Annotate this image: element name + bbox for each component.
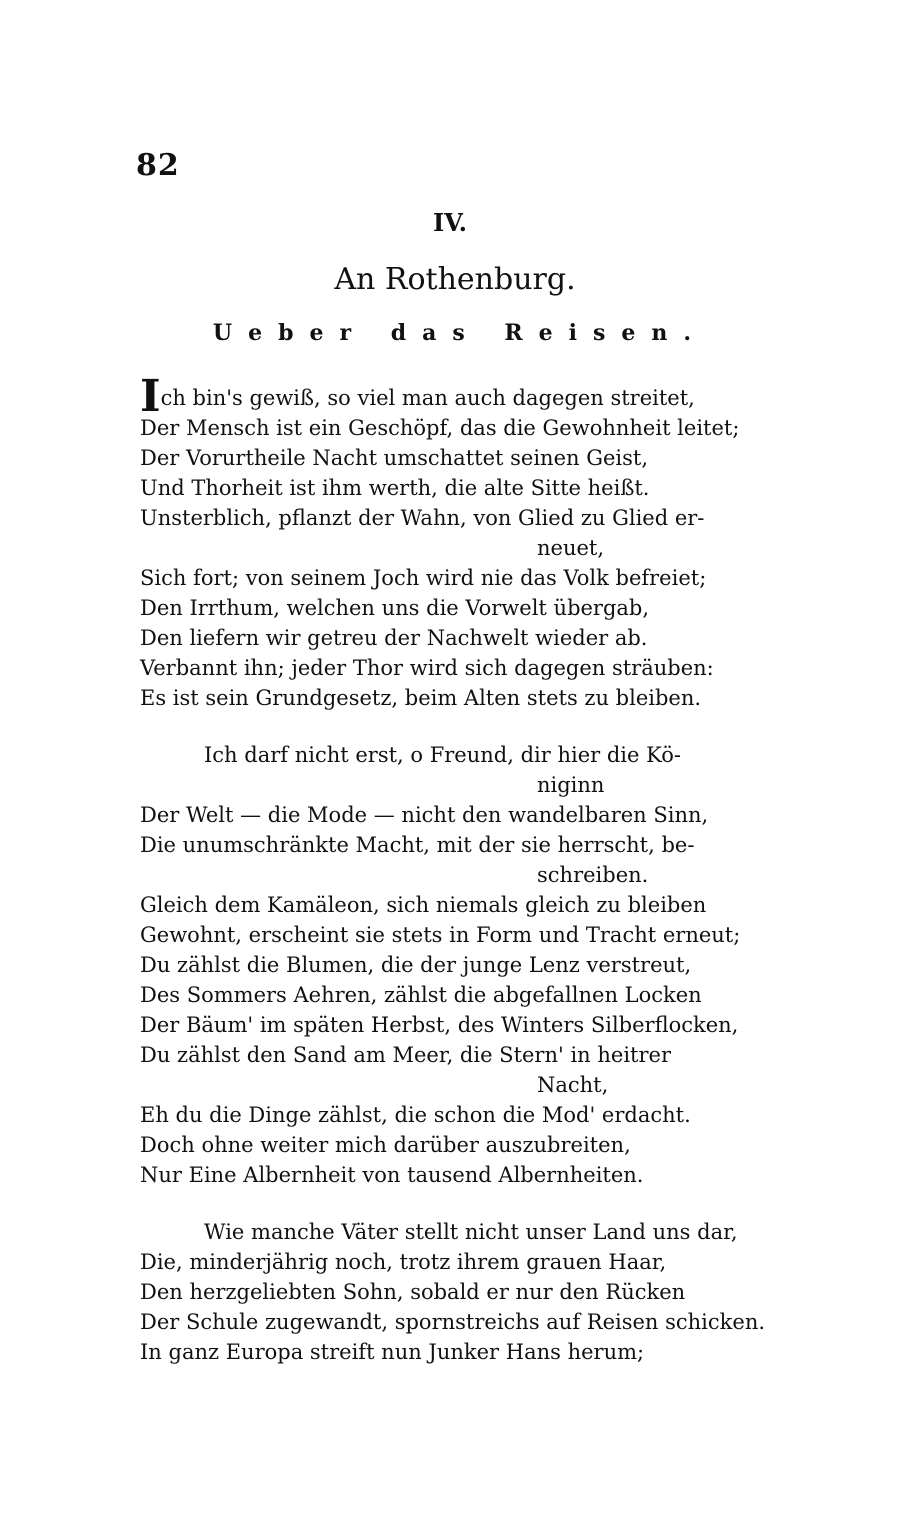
poem-subtitle: Ueber das Reisen. [212, 320, 708, 346]
stanza-gap [140, 1190, 800, 1217]
poem-line-continuation: neuet, [537, 536, 605, 560]
poem-line: Gewohnt, erscheint sie stets in Form und Tracht erneut; [140, 923, 741, 947]
poem-line: Eh du die Dinge zählst, die schon die Mod' erdacht. [140, 1103, 691, 1127]
poem-line: Wie manche Väter stellt nicht unser Land uns dar, [204, 1220, 738, 1244]
page-number: 82 [136, 148, 180, 183]
poem-body [140, 371, 800, 1367]
poem-line-continuation: schreiben. [537, 863, 649, 887]
poem-line: Sich fort; von seinem Joch wird nie das Volk befreiet; [140, 566, 707, 590]
section-number: IV. [432, 208, 467, 237]
poem-title: An Rothenburg. [334, 262, 576, 297]
poem-line: Der Bäum' im späten Herbst, des Winters Silberflocken, [140, 1013, 739, 1037]
poem-line-continuation: niginn [537, 773, 605, 797]
poem-line: Den herzgeliebten Sohn, sobald er nur den Rücken [140, 1280, 686, 1304]
poem-line: Und Thorheit ist ihm werth, die alte Sitte heißt. [140, 476, 650, 500]
drop-cap: I [140, 371, 161, 422]
poem-line: Du zählst den Sand am Meer, die Stern' in heitrer [140, 1043, 671, 1067]
poem-line: Der Vorurtheile Nacht umschattet seinen Geist, [140, 446, 649, 470]
poem-line: Es ist sein Grundgesetz, beim Alten stets zu bleiben. [140, 686, 702, 710]
poem-line: Nur Eine Albernheit von tausend Albernheiten. [140, 1163, 644, 1187]
poem-line: Gleich dem Kamäleon, sich niemals gleich zu bleiben [140, 893, 707, 917]
stanza-2 [140, 740, 800, 1190]
poem-line: Der Welt — die Mode — nicht den wandelbaren Sinn, [140, 803, 709, 827]
poem-line: Die unumschränkte Macht, mit der sie herrscht, be- [140, 833, 695, 857]
poem-line: Den liefern wir getreu der Nachwelt wieder ab. [140, 626, 648, 650]
poem-line: Des Sommers Aehren, zählst die abgefallnen Locken [140, 983, 702, 1007]
poem-line: In ganz Europa streift nun Junker Hans herum; [140, 1340, 645, 1364]
poem-line: Der Schule zugewandt, spornstreichs auf Reisen schicken. [140, 1310, 766, 1334]
poem-line-continuation: Nacht, [537, 1073, 609, 1097]
poem-line: Unsterblich, pflanzt der Wahn, von Glied zu Glied er- [140, 506, 705, 530]
stanza-1 [140, 371, 800, 713]
poem-line [140, 371, 800, 422]
stanza-3 [140, 1217, 800, 1367]
poem-line: Verbannt ihn; jeder Thor wird sich dagegen sträuben: [140, 656, 714, 680]
poem-line: Den Irrthum, welchen uns die Vorwelt übergab, [140, 596, 650, 620]
stanza-gap [140, 713, 800, 740]
poem-line: Der Mensch ist ein Geschöpf, das die Gewohnheit leitet; [140, 416, 740, 440]
poem-line: Die, minderjährig noch, trotz ihrem grauen Haar, [140, 1250, 667, 1274]
poem-line: Doch ohne weiter mich darüber auszubreiten, [140, 1133, 631, 1157]
poem-line: Ich darf nicht erst, o Freund, dir hier die Kö- [204, 743, 681, 767]
first-line-text: ch bin's gewiß, so viel man auch dagegen streitet, [160, 386, 695, 410]
poem-line: Du zählst die Blumen, die der junge Lenz verstreut, [140, 953, 692, 977]
